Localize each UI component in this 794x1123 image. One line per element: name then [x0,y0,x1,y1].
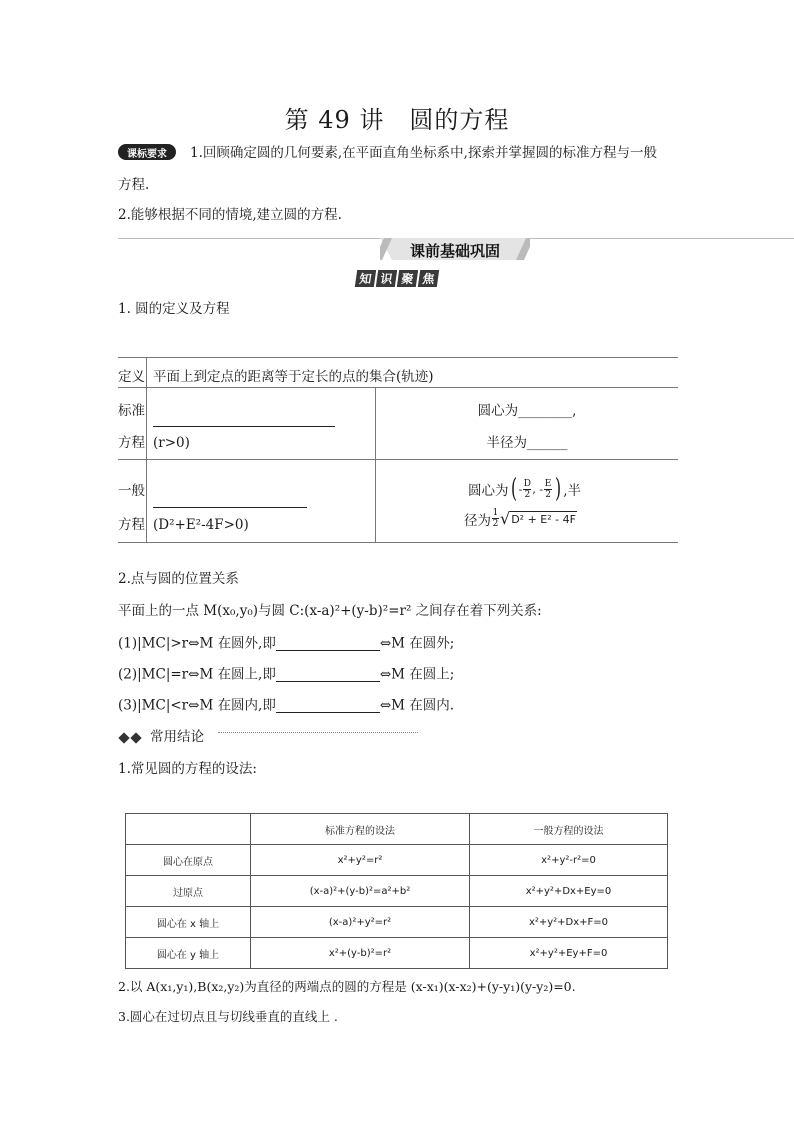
table-row [126,876,668,907]
std-equation-cell [147,388,376,460]
std-label-1: 标准 [118,403,145,419]
t2-row-label: 圆心在 y 轴上 [126,938,251,969]
gen-center-cell [376,460,679,543]
right-paren: ) [555,474,562,504]
section-2-heading: 2.点与圆的位置关系 [118,571,239,587]
relation-3: (3)|MC|<r⇔M 在圆内,即 ⇔M 在圆内. [118,697,455,714]
t2-row-label: 圆心在原点 [126,845,251,876]
table-row [126,907,668,938]
chip-1: 知 [355,270,376,287]
relation-1-blank[interactable] [276,637,380,651]
conclusions-heading: 常用结论 [120,731,204,745]
diamond-icon [130,732,141,743]
t2-row-label: 过原点 [126,876,251,907]
conclusion-2: 2.以 A(x₁,y₁),B(x₂,y₂)为直径的两端点的圆的方程是 (x-x₁)(x-x₂)+(y-y₁)(y-y₂)=0. [118,979,576,994]
left-paren: ( [510,474,517,504]
std-label [118,388,147,460]
gen-equation-cell [147,460,376,543]
def-text: 平面上到定点的距离等于定长的点的集合(轨迹) [147,358,679,388]
page-title: 第 49 讲 圆的方程 [284,106,510,134]
t2-standard-cell: (x-a)²+(y-b)²=a²+b² [251,876,470,907]
conclusion-1: 1.常见圆的方程的设法: [118,761,257,777]
t2-standard-cell: (x-a)²+y²=r² [251,907,470,938]
section-1-heading: 1. 圆的定义及方程 [118,301,230,317]
table-row [126,938,668,969]
requirement-1-cont: 方程. [118,177,150,193]
std-equation-blank[interactable] [153,413,335,427]
t2-row-label: 圆心在 x 轴上 [126,907,251,938]
t2-standard-cell: x²+(y-b)²=r² [251,938,470,969]
std-center-cell [376,388,679,460]
frac-half: 1 2 [492,508,499,529]
gen-radius-label: 径为 [464,512,491,529]
diamond-icon [118,732,129,743]
relation-1: (1)|MC|>r⇔M 在圆外,即 ⇔M 在圆外; [118,635,455,652]
sqrt-icon: √ [500,509,511,528]
gen-radius-line [464,508,577,529]
std-condition: (r>0) [153,435,190,451]
std-label-2: 方程 [118,435,145,451]
gen-label [118,460,147,543]
curriculum-badge: 课标要求 [118,144,176,160]
frac-d: D 2 [523,478,531,500]
gen-condition: (D²+E²-4F>0) [153,517,249,533]
sqrt-expression: D² + E² - 4F [511,513,576,526]
requirement-1: 1.回顾确定圆的几何要素,在平面直角坐标系中,探索并掌握圆的标准方程与一般 [190,145,657,161]
std-center: 圆心为________, [477,403,577,419]
section-banner [380,238,530,260]
chip-4: 焦 [418,270,439,287]
table-row [126,845,668,876]
gen-label-2: 方程 [118,517,145,533]
circle-equation-table [118,357,678,543]
relation-2: (2)|MC|=r⇔M 在圆上,即 ⇔M 在圆上; [118,666,455,683]
gen-center-suffix: ,半 [563,483,582,499]
gen-label-1: 一般 [118,483,145,499]
relation-3-blank[interactable] [276,699,380,713]
chip-2: 识 [376,270,397,287]
t2-general-cell: x²+y²+Ey+F=0 [470,938,668,969]
t2-header-standard: 标准方程的设法 [251,814,470,845]
frac-e: E 2 [544,478,552,500]
def-label: 定义 [118,358,147,388]
chip-3: 聚 [397,270,418,287]
t2-header-empty [126,814,251,845]
gen-center-line: 圆心为 ( - D 2 , - E 2 ) ,半 [468,474,582,504]
section-banner-label: 课前基础巩固 [409,242,500,260]
t2-general-cell: x²+y²+Dx+Ey=0 [470,876,668,907]
knowledge-chips [356,270,438,287]
requirement-2: 2.能够根据不同的情境,建立圆的方程. [118,207,342,223]
t2-header-general: 一般方程的设法 [470,814,668,845]
t2-standard-cell: x²+y²=r² [251,845,470,876]
std-radius: 半径为______ [486,435,568,451]
gen-equation-blank[interactable] [153,494,307,508]
gen-center-label: 圆心为 [468,483,509,499]
dotted-rule [218,732,418,733]
circle-setup-table [125,813,668,969]
relation-2-blank[interactable] [276,668,380,682]
t2-general-cell: x²+y²-r²=0 [470,845,668,876]
t2-general-cell: x²+y²+Dx+F=0 [470,907,668,938]
conclusion-3: 3.圆心在过切点且与切线垂直的直线上 . [118,1009,338,1024]
section-2-intro: 平面上的一点 M(x₀,y₀)与圆 C:(x-a)²+(y-b)²=r² 之间存在着下列关系: [118,603,542,619]
